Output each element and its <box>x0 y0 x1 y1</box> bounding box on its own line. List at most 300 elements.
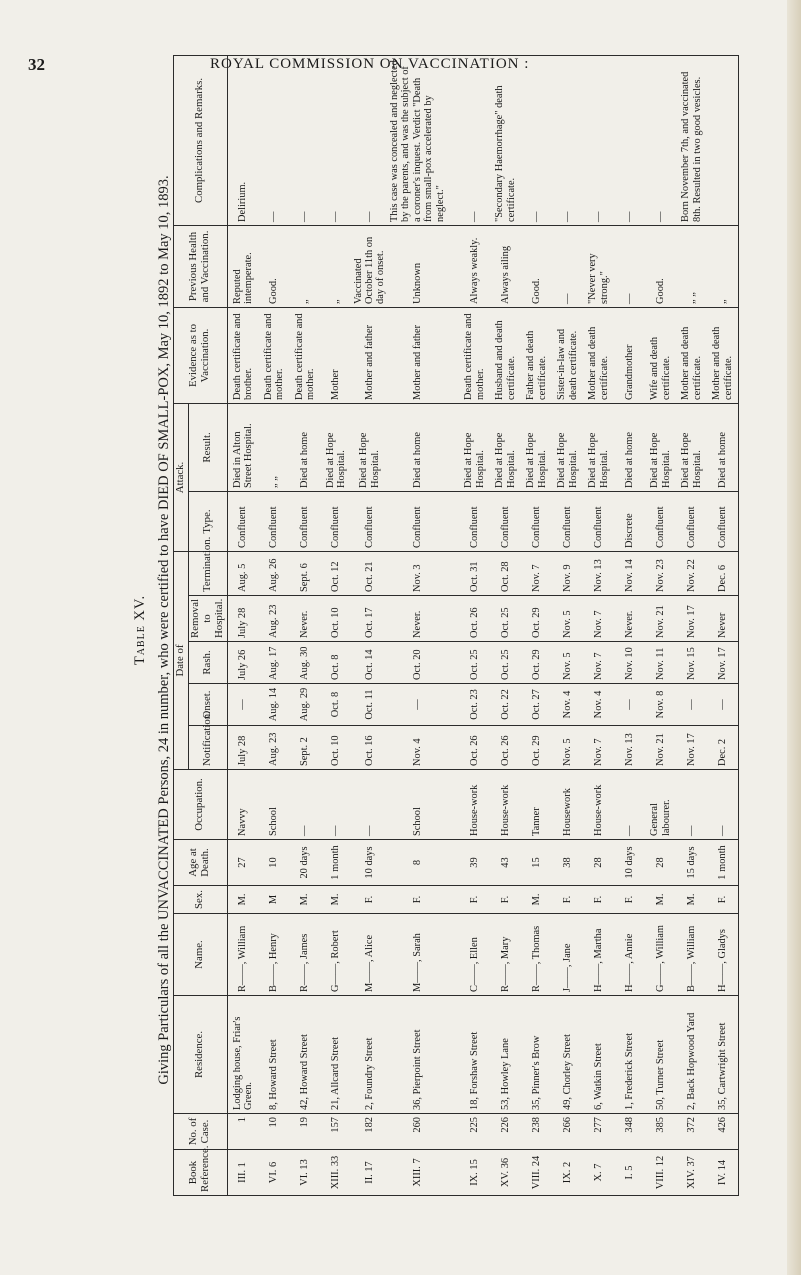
cell-sex: F. <box>583 886 614 914</box>
header-rash: Rash. <box>188 642 227 684</box>
table-label: Table XV. <box>132 594 148 666</box>
table-row <box>521 55 552 1195</box>
cell-name: B——, Henry <box>259 914 290 996</box>
cell-name: R——, William <box>227 914 259 996</box>
cell-occupation: Tanner <box>521 770 552 840</box>
cell-notification: Oct. 26 <box>459 726 490 770</box>
cell-residence: 50, Turner Street <box>645 996 676 1114</box>
cell-sex: M. <box>227 886 259 914</box>
cell-age: 10 days <box>614 840 645 886</box>
cell-type: Confluent <box>552 491 583 551</box>
cell-book-ref: XIII. 7 <box>388 1150 447 1196</box>
cell-book-ref: VIII. 24 <box>521 1150 552 1196</box>
cell-evidence: Death certificate and mother. <box>459 307 490 403</box>
cell-remarks: — <box>259 55 290 225</box>
cell-rash: Oct. 14 <box>352 642 388 684</box>
cell-result: Died at Hope Hospital. <box>459 403 490 491</box>
cell-result: Died at Hope Hospital. <box>490 403 521 491</box>
cell-evidence: Mother and father <box>352 307 388 403</box>
cell-evidence: Sister-in-law and death certificate. <box>552 307 583 403</box>
cell-removal: Oct. 17 <box>352 596 388 642</box>
cell-previous-health: Always ailing <box>490 225 521 307</box>
cell-rash: July 26 <box>227 642 259 684</box>
cell-sex: F. <box>459 886 490 914</box>
cell-residence: 2, Back Hopwood Yard <box>676 996 707 1114</box>
cell-sex: F. <box>388 886 447 914</box>
header-removal: Removal to Hospital. <box>188 596 227 642</box>
cell-removal: July 28 <box>227 596 259 642</box>
cell-name: R——, James <box>290 914 321 996</box>
cell-book-ref: XV. 36 <box>490 1150 521 1196</box>
cell-age: 15 days <box>676 840 707 886</box>
cell-name: C——, Ellen <box>459 914 490 996</box>
cell-previous-health: „ „ <box>676 225 707 307</box>
cell-case-no: 1 <box>227 1114 259 1150</box>
cell-occupation: — <box>707 770 739 840</box>
cell-rash: Oct. 25 <box>459 642 490 684</box>
cell-age: 20 days <box>290 840 321 886</box>
cell-result: „ „ <box>259 403 290 491</box>
cell-name: M——, Alice <box>352 914 388 996</box>
cell-previous-health: — <box>552 225 583 307</box>
cell-name: R——, Mary <box>490 914 521 996</box>
cell-notification: Aug. 23 <box>259 726 290 770</box>
cell-onset: Aug. 14 <box>259 684 290 726</box>
page-number: 32 <box>28 55 45 74</box>
cell-previous-health: "Never very strong." <box>583 225 614 307</box>
header-sex: Sex. <box>174 886 228 914</box>
cell-evidence: Father and death certificate. <box>521 307 552 403</box>
cell-rash: Oct. 25 <box>490 642 521 684</box>
cell-case-no: 266 <box>552 1114 583 1150</box>
smallpox-table <box>173 55 739 1196</box>
table-row <box>676 55 707 1195</box>
cell-notification: Oct. 16 <box>352 726 388 770</box>
cell-termination: Nov. 13 <box>583 551 614 595</box>
gap-cell <box>447 770 459 840</box>
cell-age: 1 month <box>707 840 739 886</box>
cell-result: Died at Hope Hospital. <box>676 403 707 491</box>
cell-residence: Lodging house, Friar's Green. <box>227 996 259 1114</box>
cell-age: 39 <box>459 840 490 886</box>
cell-result: Died at Hope Hospital. <box>521 403 552 491</box>
cell-removal: Nov. 5 <box>552 596 583 642</box>
cell-book-ref: IX. 15 <box>459 1150 490 1196</box>
cell-notification: Nov. 13 <box>614 726 645 770</box>
cell-notification: Nov. 21 <box>645 726 676 770</box>
table-title: Giving Particulars of all the UNVACCINATED Persons, 24 in number, who were certified to have DIED OF SMALL-POX, May 10, 1892 to May 10, 1893. <box>156 175 172 1085</box>
cell-termination: Nov. 9 <box>552 551 583 595</box>
gap-cell <box>447 886 459 914</box>
cell-occupation: — <box>676 770 707 840</box>
cell-residence: 42, Howard Street <box>290 996 321 1114</box>
cell-onset: Oct. 23 <box>459 684 490 726</box>
cell-onset: — <box>707 684 739 726</box>
cell-sex: M. <box>676 886 707 914</box>
cell-case-no: 226 <box>490 1114 521 1150</box>
gap-cell <box>447 551 459 595</box>
cell-name: H——, Annie <box>614 914 645 996</box>
cell-remarks: — <box>645 55 676 225</box>
cell-type: Confluent <box>388 491 447 551</box>
cell-notification: Nov. 17 <box>676 726 707 770</box>
cell-onset: — <box>614 684 645 726</box>
cell-type: Confluent <box>259 491 290 551</box>
cell-type: Confluent <box>707 491 739 551</box>
cell-occupation: School <box>388 770 447 840</box>
cell-remarks: Delirium. <box>227 55 259 225</box>
cell-age: 10 <box>259 840 290 886</box>
cell-rash: Aug. 30 <box>290 642 321 684</box>
cell-result: Died at Hope Hospital. <box>583 403 614 491</box>
header-onset: Onset. <box>188 684 227 726</box>
cell-remarks <box>707 55 739 225</box>
cell-result: Died in Alton Street Hospital. <box>227 403 259 491</box>
cell-evidence: Mother and death certificate. <box>707 307 739 403</box>
cell-termination: Nov. 22 <box>676 551 707 595</box>
cell-removal: Never <box>707 596 739 642</box>
cell-removal: Oct. 26 <box>459 596 490 642</box>
cell-previous-health: Vaccinated October 11th on day of onset. <box>352 225 388 307</box>
cell-occupation: House-work <box>490 770 521 840</box>
cell-age: 10 days <box>352 840 388 886</box>
cell-rash: Oct. 8 <box>321 642 352 684</box>
cell-removal: Never. <box>388 596 447 642</box>
cell-removal: Never. <box>290 596 321 642</box>
cell-book-ref: IX. 2 <box>552 1150 583 1196</box>
cell-onset: Oct. 27 <box>521 684 552 726</box>
table-row <box>614 55 645 1195</box>
cell-case-no: 260 <box>388 1114 447 1150</box>
cell-occupation: Housework <box>552 770 583 840</box>
gap-cell <box>447 642 459 684</box>
cell-type: Confluent <box>490 491 521 551</box>
cell-onset: Nov. 4 <box>583 684 614 726</box>
cell-result: Died at home <box>388 403 447 491</box>
cell-rash: Oct. 20 <box>388 642 447 684</box>
cell-case-no: 426 <box>707 1114 739 1150</box>
cell-result: Died at home <box>290 403 321 491</box>
cell-remarks: — <box>290 55 321 225</box>
cell-type: Confluent <box>459 491 490 551</box>
header-residence: Residence. <box>174 996 228 1114</box>
cell-residence: 6, Watkin Street <box>583 996 614 1114</box>
cell-sex: M. <box>521 886 552 914</box>
gap-cell <box>447 1114 459 1150</box>
cell-residence: 1, Frederick Street <box>614 996 645 1114</box>
cell-evidence: Mother <box>321 307 352 403</box>
cell-evidence: Husband and death certificate. <box>490 307 521 403</box>
cell-age: 28 <box>583 840 614 886</box>
header-book-ref: Book Reference. <box>174 1150 228 1196</box>
cell-onset: — <box>676 684 707 726</box>
cell-occupation: General labourer. <box>645 770 676 840</box>
table-row <box>583 55 614 1195</box>
header-evidence: Evidence as to Vaccination. <box>174 307 228 403</box>
cell-termination: Nov. 3 <box>388 551 447 595</box>
gap-cell <box>447 914 459 996</box>
cell-evidence: Mother and death certificate. <box>676 307 707 403</box>
cell-book-ref: VI. 13 <box>290 1150 321 1196</box>
cell-age: 1 month <box>321 840 352 886</box>
cell-book-ref: XIII. 33 <box>321 1150 352 1196</box>
cell-case-no: 19 <box>290 1114 321 1150</box>
gap-cell <box>447 726 459 770</box>
cell-remarks: — <box>321 55 352 225</box>
cell-termination: Nov. 7 <box>521 551 552 595</box>
cell-removal: Oct. 29 <box>521 596 552 642</box>
cell-notification: Nov. 5 <box>552 726 583 770</box>
cell-previous-health: Good. <box>645 225 676 307</box>
cell-occupation: House-work <box>583 770 614 840</box>
table-row <box>707 55 739 1195</box>
header-type: Type. <box>188 491 227 551</box>
cell-type: Confluent <box>521 491 552 551</box>
cell-removal: Aug. 23 <box>259 596 290 642</box>
cell-book-ref: X. 7 <box>583 1150 614 1196</box>
cell-previous-health: „ <box>707 225 739 307</box>
cell-remarks: — <box>583 55 614 225</box>
table-row <box>645 55 676 1195</box>
cell-evidence: Wife and death certificate. <box>645 307 676 403</box>
cell-termination: Aug. 5 <box>227 551 259 595</box>
table-row <box>352 55 388 1195</box>
cell-removal: Never. <box>614 596 645 642</box>
cell-type: Discrete <box>614 491 645 551</box>
cell-residence: 2, Foundry Street <box>352 996 388 1114</box>
gap-cell <box>447 225 459 307</box>
cell-sex: M <box>259 886 290 914</box>
cell-sex: F. <box>352 886 388 914</box>
cell-result: Died at Hope Hospital. <box>645 403 676 491</box>
cell-rash: Aug. 17 <box>259 642 290 684</box>
cell-case-no: 238 <box>521 1114 552 1150</box>
cell-residence: 18, Forshaw Street <box>459 996 490 1114</box>
cell-sex: F. <box>552 886 583 914</box>
cell-sex: M. <box>290 886 321 914</box>
cell-previous-health: Unknown <box>388 225 447 307</box>
cell-name: H——, Martha <box>583 914 614 996</box>
cell-age: 38 <box>552 840 583 886</box>
cell-case-no: 372 <box>676 1114 707 1150</box>
cell-notification: Nov. 4 <box>388 726 447 770</box>
cell-case-no: 385 <box>645 1114 676 1150</box>
cell-sex: F. <box>707 886 739 914</box>
cell-termination: Sept. 6 <box>290 551 321 595</box>
cell-type: Confluent <box>352 491 388 551</box>
cell-sex: M. <box>645 886 676 914</box>
header-previous-health: Previous Health and Vaccination. <box>174 225 228 307</box>
cell-rash: Nov. 17 <box>707 642 739 684</box>
cell-name: G——, William <box>645 914 676 996</box>
cell-book-ref: III. 1 <box>227 1150 259 1196</box>
cell-rash: Nov. 5 <box>552 642 583 684</box>
cell-remarks: "Secondary Haemorrhage" death certificate. <box>490 55 521 225</box>
cell-case-no: 348 <box>614 1114 645 1150</box>
cell-result: Died at Hope Hospital. <box>352 403 388 491</box>
gap-cell <box>447 1150 459 1196</box>
header-termination: Termination. <box>188 551 227 595</box>
cell-case-no: 157 <box>321 1114 352 1150</box>
gap-cell <box>447 840 459 886</box>
cell-onset: Oct. 11 <box>352 684 388 726</box>
cell-name: H——, Gladys <box>707 914 739 996</box>
header-notification: Notification. <box>188 726 227 770</box>
cell-result: Died at Hope Hospital. <box>321 403 352 491</box>
cell-residence: 21, Allcard Street <box>321 996 352 1114</box>
cell-occupation: House-work <box>459 770 490 840</box>
cell-occupation: Navvy <box>227 770 259 840</box>
header-name: Name. <box>174 914 228 996</box>
cell-notification: Sept. 2 <box>290 726 321 770</box>
gap-cell <box>447 491 459 551</box>
cell-onset: — <box>227 684 259 726</box>
cell-previous-health: „ <box>290 225 321 307</box>
cell-residence: 35, Cartwright Street <box>707 996 739 1114</box>
cell-onset: Nov. 8 <box>645 684 676 726</box>
cell-case-no: 225 <box>459 1114 490 1150</box>
cell-notification: Dec. 2 <box>707 726 739 770</box>
cell-previous-health: „ <box>321 225 352 307</box>
cell-occupation: School <box>259 770 290 840</box>
table-body <box>227 55 739 1195</box>
cell-sex: M. <box>321 886 352 914</box>
gap-cell <box>447 307 459 403</box>
cell-name: B——, William <box>676 914 707 996</box>
cell-previous-health: Good. <box>259 225 290 307</box>
cell-remarks: — <box>352 55 388 225</box>
cell-evidence: Mother and death certificate. <box>583 307 614 403</box>
cell-notification: Nov. 7 <box>583 726 614 770</box>
cell-evidence: Mother and father <box>388 307 447 403</box>
cell-occupation: — <box>290 770 321 840</box>
cell-evidence: Death certificate and mother. <box>290 307 321 403</box>
cell-rash: Nov. 11 <box>645 642 676 684</box>
cell-remarks: — <box>459 55 490 225</box>
table-row-gap <box>447 55 459 1195</box>
cell-notification: Oct. 10 <box>321 726 352 770</box>
cell-name: M——, Sarah <box>388 914 447 996</box>
cell-rash: Nov. 10 <box>614 642 645 684</box>
cell-removal: Nov. 7 <box>583 596 614 642</box>
cell-book-ref: VIII. 12 <box>645 1150 676 1196</box>
cell-age: 28 <box>645 840 676 886</box>
cell-termination: Oct. 21 <box>352 551 388 595</box>
cell-notification: Oct. 26 <box>490 726 521 770</box>
cell-termination: Oct. 12 <box>321 551 352 595</box>
cell-age: 43 <box>490 840 521 886</box>
running-header: ROYAL COMMISSION ON VACCINATION : <box>210 56 530 72</box>
cell-residence: 49, Chorley Street <box>552 996 583 1114</box>
cell-onset: Oct. 8 <box>321 684 352 726</box>
table-row <box>290 55 321 1195</box>
header-result: Result. <box>188 403 227 491</box>
header-occupation: Occupation. <box>174 770 228 840</box>
table-row <box>388 55 447 1195</box>
cell-termination: Nov. 23 <box>645 551 676 595</box>
cell-evidence: Grandmother <box>614 307 645 403</box>
cell-case-no: 182 <box>352 1114 388 1150</box>
gap-cell <box>447 403 459 491</box>
cell-previous-health: Always weakly. <box>459 225 490 307</box>
cell-previous-health: Good. <box>521 225 552 307</box>
cell-sex: F. <box>614 886 645 914</box>
cell-previous-health: Reputed intemperate. <box>227 225 259 307</box>
cell-occupation: — <box>614 770 645 840</box>
cell-remarks: Born November 7th, and vaccinated 8th. Resulted in two good vesicles. <box>676 55 707 225</box>
cell-termination: Nov. 14 <box>614 551 645 595</box>
cell-residence: 8, Howard Street <box>259 996 290 1114</box>
cell-age: 8 <box>388 840 447 886</box>
cell-rash: Oct. 29 <box>521 642 552 684</box>
gap-cell <box>447 996 459 1114</box>
cell-onset: Oct. 22 <box>490 684 521 726</box>
table-row <box>227 55 259 1195</box>
cell-termination: Dec. 6 <box>707 551 739 595</box>
table-row <box>552 55 583 1195</box>
cell-onset: Nov. 4 <box>552 684 583 726</box>
cell-removal: Oct. 25 <box>490 596 521 642</box>
cell-result: Died at home <box>614 403 645 491</box>
cell-name: R——, Thomas <box>521 914 552 996</box>
cell-age: 27 <box>227 840 259 886</box>
gap-cell <box>447 55 459 225</box>
header-attack: Attack. <box>174 403 189 551</box>
cell-rash: Nov. 7 <box>583 642 614 684</box>
cell-result: Died at home <box>707 403 739 491</box>
cell-book-ref: I. 5 <box>614 1150 645 1196</box>
gap-cell <box>447 684 459 726</box>
cell-type: Confluent <box>321 491 352 551</box>
cell-onset: — <box>388 684 447 726</box>
cell-remarks: — <box>521 55 552 225</box>
cell-age: 15 <box>521 840 552 886</box>
cell-remarks: — <box>614 55 645 225</box>
cell-remarks: — <box>552 55 583 225</box>
cell-residence: 35, Pinner's Brow <box>521 996 552 1114</box>
cell-remarks: This case was concealed and neglected by the parents, and was the subject of a coroner's inquest. Verdict "Death from small-pox accelerated by neglect." <box>388 55 447 225</box>
cell-termination: Oct. 28 <box>490 551 521 595</box>
header-date-of: Date of <box>174 551 189 769</box>
cell-termination: Oct. 31 <box>459 551 490 595</box>
table-row <box>259 55 290 1195</box>
cell-book-ref: IV. 14 <box>707 1150 739 1196</box>
table-row <box>459 55 490 1195</box>
cell-sex: F. <box>490 886 521 914</box>
cell-termination: Aug. 26 <box>259 551 290 595</box>
gap-cell <box>447 596 459 642</box>
cell-type: Confluent <box>583 491 614 551</box>
cell-removal: Nov. 21 <box>645 596 676 642</box>
cell-case-no: 277 <box>583 1114 614 1150</box>
cell-case-no: 10 <box>259 1114 290 1150</box>
cell-occupation: — <box>321 770 352 840</box>
cell-book-ref: VI. 6 <box>259 1150 290 1196</box>
cell-type: Confluent <box>676 491 707 551</box>
cell-removal: Nov. 17 <box>676 596 707 642</box>
header-age: Age at Death. <box>174 840 228 886</box>
cell-previous-health: — <box>614 225 645 307</box>
cell-notification: Oct. 29 <box>521 726 552 770</box>
cell-type: Confluent <box>290 491 321 551</box>
cell-result: Died at Hope Hospital. <box>552 403 583 491</box>
table-row <box>321 55 352 1195</box>
cell-residence: 36, Pierpoint Street <box>388 996 447 1114</box>
cell-book-ref: XIV. 37 <box>676 1150 707 1196</box>
cell-occupation: — <box>352 770 388 840</box>
cell-book-ref: II. 17 <box>352 1150 388 1196</box>
header-complications: Complications and Remarks. <box>174 55 228 225</box>
